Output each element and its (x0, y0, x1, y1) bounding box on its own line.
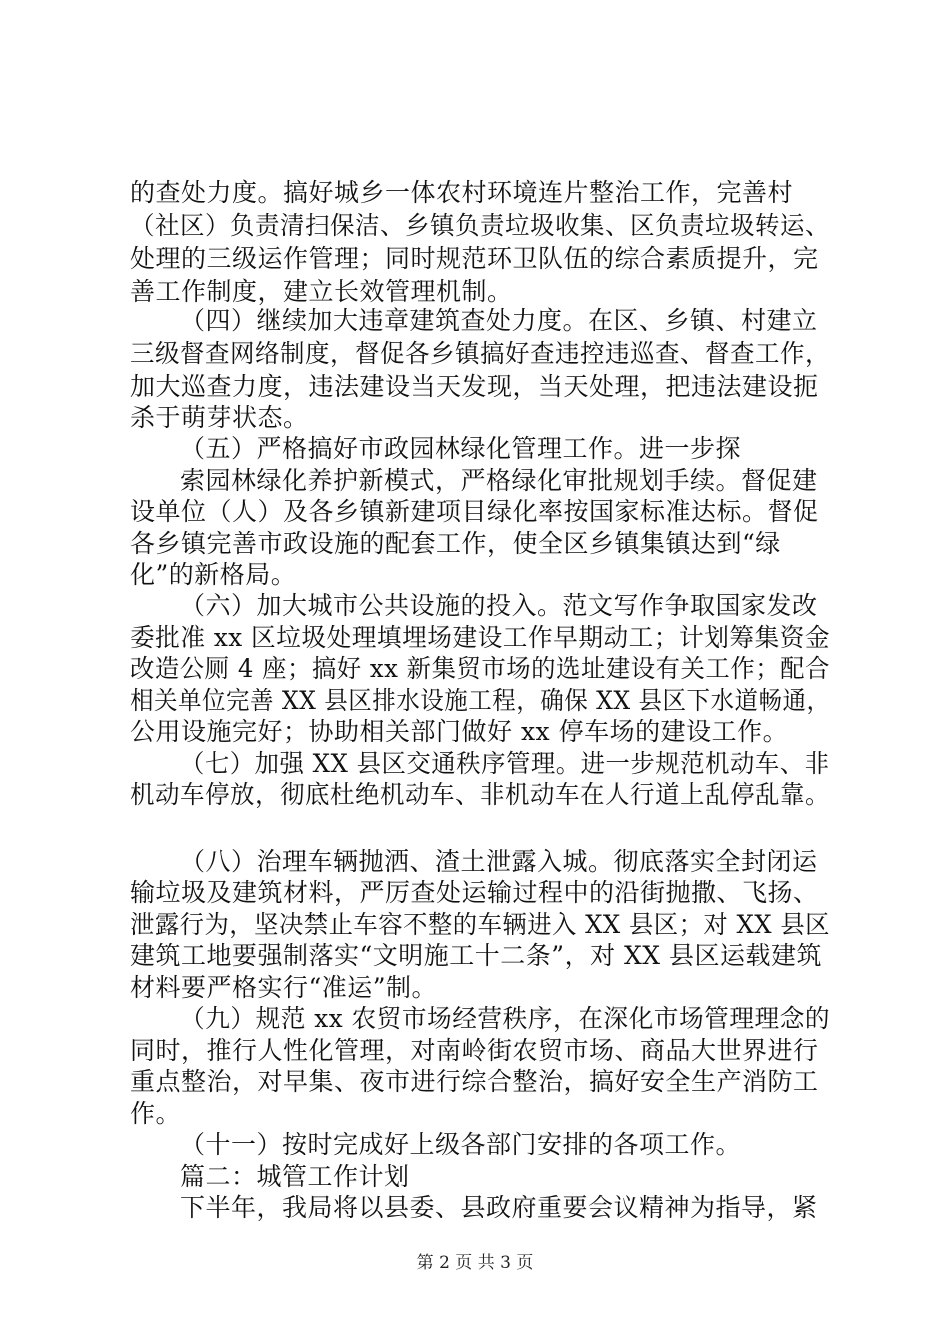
text-line: 重点整治，对早集、夜市进行综合整治，搞好安全生产消防工 (130, 1067, 819, 1096)
text-line: 各乡镇完善市政设施的配套工作，使全区乡镇集镇达到“绿 (130, 529, 781, 558)
text-line: 设单位（人）及各乡镇新建项目绿化率按国家标准达标。督促 (130, 497, 819, 526)
section-heading: 篇二：城管工作计划 (180, 1162, 410, 1191)
text-line: 机动车停放，彻底杜绝机动车、非机动车在人行道上乱停乱靠。 (130, 780, 831, 809)
text-line: 泄露行为，坚决禁止车容不整的车辆进入 XX 县区；对 XX 县区 (130, 910, 830, 939)
text-line: 公用设施完好；协助相关部门做好 xx 停车场的建设工作。 (130, 717, 789, 746)
text-line: （四）继续加大违章建筑查处力度。在区、乡镇、村建立 (180, 306, 818, 335)
text-line: 化”的新格局。 (130, 560, 297, 589)
text-line: （社区）负责清扫保洁、乡镇负责垃圾收集、区负责垃圾转运、 (130, 211, 831, 240)
text-line: 三级督查网络制度，督促各乡镇搞好查违控违巡查、督查工作， (130, 339, 831, 368)
text-line: 建筑工地要强制落实“文明施工十二条”，对 XX 县区运载建筑 (130, 941, 823, 970)
text-line: 索园林绿化养护新模式，严格绿化审批规划手续。督促建 (180, 466, 818, 495)
text-line: 改造公厕 4 座；搞好 xx 新集贸市场的选址建设有关工作；配合 (130, 654, 830, 683)
text-line: 委批准 xx 区垃圾处理填埋场建设工作早期动工；计划筹集资金 (130, 623, 831, 652)
text-line: 的查处力度。搞好城乡一体农村环境连片整治工作，完善村 (130, 178, 794, 207)
text-line: （六）加大城市公共设施的投入。范文写作争取国家发改 (180, 591, 818, 620)
page-footer: 第 2 页 共 3 页 (416, 1253, 534, 1273)
text-line: 材料要严格实行“准运”制。 (130, 973, 438, 1002)
text-line: 同时，推行人性化管理，对南岭街农贸市场、商品大世界进行 (130, 1036, 819, 1065)
text-line: 作。 (130, 1099, 182, 1128)
text-line: （十一）按时完成好上级各部门安排的各项工作。 (180, 1130, 742, 1159)
text-line: （五）严格搞好市政园林绿化管理工作。进一步探 (180, 434, 742, 463)
text-line: （七）加强 XX 县区交通秩序管理。进一步规范机动车、非 (180, 749, 830, 778)
text-line: （八）治理车辆抛洒、渣土泄露入城。彻底落实全封闭运 (180, 847, 818, 876)
text-line: 输垃圾及建筑材料，严厉查处运输过程中的沿街抛撒、飞扬、 (130, 878, 819, 907)
text-line: 杀于萌芽状态。 (130, 403, 309, 432)
text-line: 处理的三级运作管理；同时规范环卫队伍的综合素质提升，完 (130, 244, 819, 273)
text-line: 善工作制度，建立长效管理机制。 (130, 277, 513, 306)
text-line: （九）规范 xx 农贸市场经营秩序，在深化市场管理理念的 (180, 1004, 831, 1033)
text-line: 相关单位完善 XX 县区排水设施工程，确保 XX 县区下水道畅通， (130, 686, 831, 715)
text-line: 下半年，我局将以县委、县政府重要会议精神为指导，紧 (180, 1193, 818, 1222)
text-line: 加大巡查力度，违法建设当天发现，当天处理，把违法建设扼 (130, 372, 819, 401)
